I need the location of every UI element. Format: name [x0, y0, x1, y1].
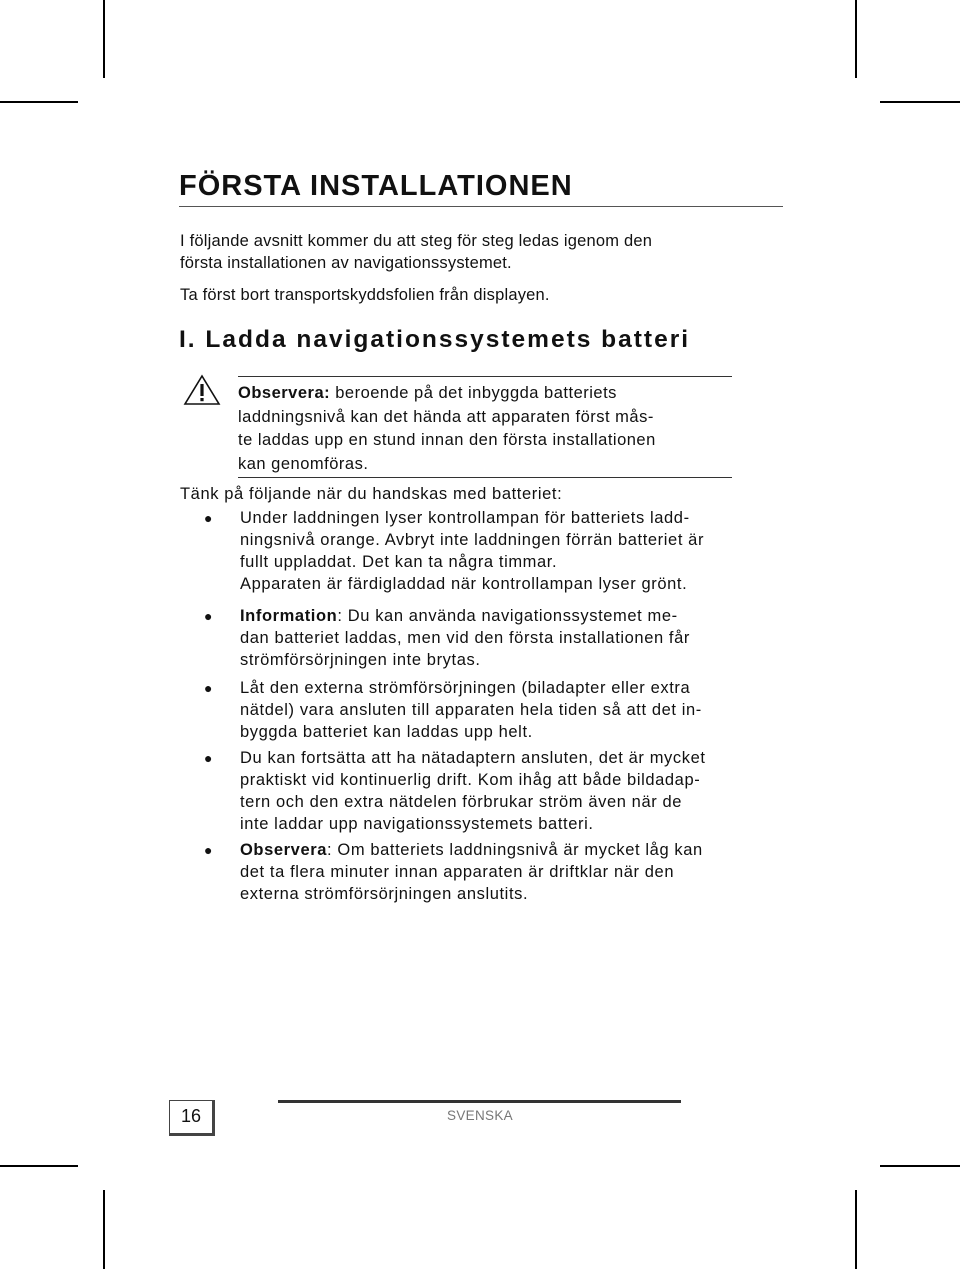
intro-paragraph	[180, 230, 780, 274]
list-item	[180, 507, 785, 595]
list-item	[180, 605, 785, 671]
list-item-line: Apparaten är färdigladdad när kontrollampan lyser grönt.	[240, 575, 688, 593]
list-item-line: det ta flera minuter innan apparaten är driftklar när den	[240, 863, 675, 881]
list-item	[180, 677, 785, 743]
list-item-line: dan batteriet laddas, men vid den första installationen får	[240, 629, 690, 647]
list-item-line: externa strömförsörjningen anslutits.	[240, 885, 529, 903]
bullet-icon: ●	[204, 608, 214, 624]
list-item-line: byggda batteriet kan laddas upp helt.	[240, 723, 533, 741]
warning-line-4: kan genomföras.	[238, 454, 369, 473]
crop-mark-top-right-vertical	[855, 0, 857, 78]
crop-mark-bottom-left-horizontal	[0, 1165, 78, 1167]
list-item-line	[240, 839, 785, 861]
intro-line-1: I följande avsnitt kommer du att steg för steg ledas igenom den	[180, 232, 653, 250]
list-item	[180, 839, 785, 905]
list-item-line: Låt den externa strömförsörjningen (biladapter eller extra	[240, 679, 691, 697]
warning-line-1	[238, 382, 732, 406]
info-label: Information	[240, 607, 338, 625]
list-item-line	[240, 605, 785, 627]
crop-mark-top-left-vertical	[103, 0, 105, 78]
footer-language: SVENSKA	[447, 1108, 513, 1123]
list-item-line: ningsnivå orange. Avbryt inte laddningen förrän batteriet är	[240, 531, 705, 549]
warning-triangle-icon	[183, 374, 221, 406]
remove-film-paragraph: Ta först bort transportskyddsfolien från displayen.	[180, 286, 550, 304]
list-item-line: praktiskt vid kontinuerlig drift. Kom ihåg att både bildadap-	[240, 771, 701, 789]
lead-paragraph: Tänk på följande när du handskas med batteriet:	[180, 485, 563, 503]
list-item-text: : Du kan använda navigationssystemet me-	[337, 607, 678, 625]
list-item	[180, 747, 785, 835]
footer-rule	[278, 1100, 681, 1103]
warning-line-3: te laddas upp en stund innan den första installationen	[238, 431, 656, 449]
list-item-text: : Om batteriets laddningsnivå är mycket låg kan	[327, 841, 703, 859]
bullet-icon: ●	[204, 750, 214, 766]
warning-note	[238, 376, 732, 478]
crop-mark-top-right-horizontal	[880, 101, 960, 103]
bullet-icon: ●	[204, 680, 214, 696]
observera-label: Observera	[240, 841, 328, 859]
battery-tips-list	[180, 507, 785, 905]
warning-label: Observera:	[238, 384, 331, 402]
warning-text	[238, 382, 732, 476]
crop-mark-bottom-left-vertical	[103, 1190, 105, 1269]
bullet-icon: ●	[204, 842, 214, 858]
list-item-line: Du kan fortsätta att ha nätadaptern ansluten, det är mycket	[240, 749, 706, 767]
list-item-line: fullt uppladdat. Det kan ta några timmar.	[240, 553, 558, 571]
bullet-icon: ●	[204, 510, 214, 526]
crop-mark-bottom-right-vertical	[855, 1190, 857, 1269]
warning-line-1-text: beroende på det inbyggda batteriets	[330, 384, 617, 402]
warning-line-2: laddningsnivå kan det hända att apparaten först mås-	[238, 407, 654, 426]
page-number: 16	[169, 1100, 215, 1136]
list-item-line: Under laddningen lyser kontrollampan för batteriets ladd-	[240, 509, 690, 527]
list-item-line: strömförsörjningen inte brytas.	[240, 651, 481, 669]
intro-line-2: första installationen av navigationssystemet.	[180, 254, 512, 272]
list-item-line: nätdel) vara ansluten till apparaten hela tiden så att det in-	[240, 701, 702, 719]
section-title: I. Ladda navigationssystemets batteri	[179, 326, 691, 353]
list-item-line: tern och den extra nätdelen förbrukar ström även när de	[240, 793, 683, 811]
crop-mark-top-left-horizontal	[0, 101, 78, 103]
crop-mark-bottom-right-horizontal	[880, 1165, 960, 1167]
page-title: FÖRSTA INSTALLATIONEN	[179, 170, 783, 207]
list-item-line: inte laddar upp navigationssystemets batteri.	[240, 815, 594, 833]
